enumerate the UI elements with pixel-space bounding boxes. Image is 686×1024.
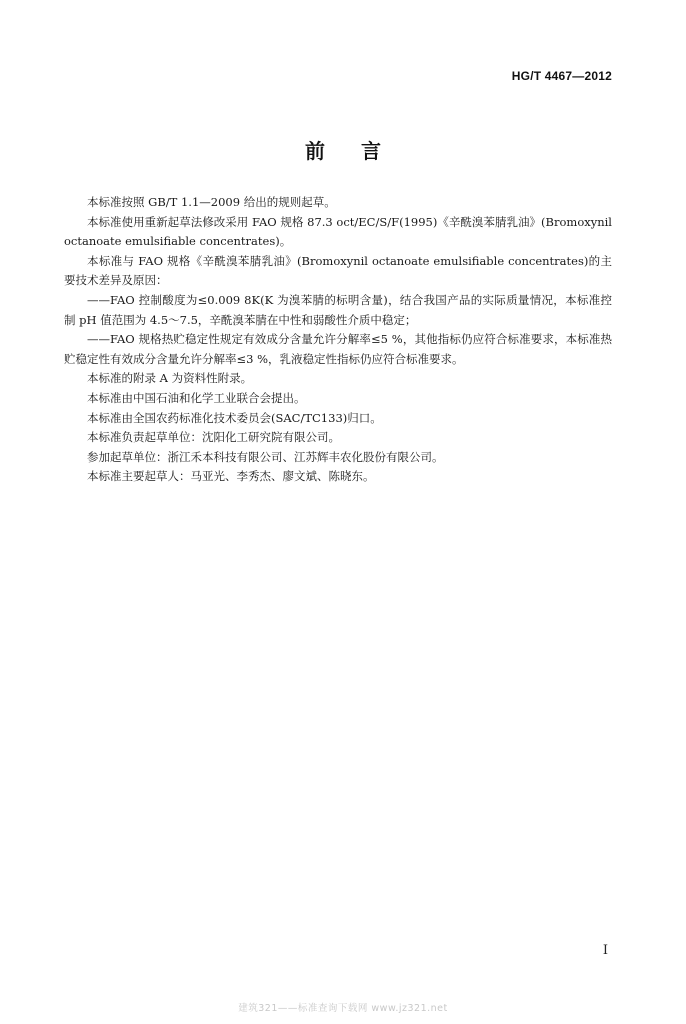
document-body [64, 193, 612, 487]
paragraph-difference-acidity: ——FAO 控制酸度为≤0.009 8K(K 为溴苯腈的标明含量)，结合我国产品的实际质量情况，本标准控制 pH 值范围为 4.5～7.5，辛酰溴苯腈在中性和弱酸性介质中稳定； [64, 292, 612, 327]
page-number: I [602, 943, 608, 958]
paragraph-committee: 本标准由全国农药标准化技术委员会(SAC/TC133)归口。 [87, 410, 382, 425]
page-title: 前言 [305, 139, 417, 163]
paragraph-authors: 本标准主要起草人：马亚光、李秀杰、廖文斌、陈晓东。 [87, 469, 375, 484]
paragraph-drafting-rule: 本标准按照 GB/T 1.1—2009 给出的规则起草。 [87, 195, 336, 209]
paragraph-differences-intro: 本标准与 FAO 规格《辛酰溴苯腈乳油》(Bromoxynil octanoate emulsifiable concentrates)的主要技术差异及原因： [64, 253, 612, 288]
paragraph-proposer: 本标准由中国石油和化学工业联合会提出。 [87, 390, 306, 405]
paragraph-appendix: 本标准的附录 A 为资料性附录。 [87, 371, 253, 386]
paragraph-participants: 参加起草单位：浙江禾本科技有限公司、江苏辉丰农化股份有限公司。 [87, 449, 444, 464]
paragraph-difference-storage: ——FAO 规格热贮稳定性规定有效成分含量允许分解率≤5 %，其他指标仍应符合标准要求，本标准热贮稳定性有效成分含量允许分解率≤3 %，乳液稳定性指标仍应符合标准要求。 [64, 332, 612, 366]
paragraph-lead-drafter: 本标准负责起草单位：沈阳化工研究院有限公司。 [87, 430, 340, 445]
standard-code: HG/T 4467—2012 [511, 69, 612, 83]
paragraph-adoption: 本标准使用重新起草法修改采用 FAO 规格 87.3 oct/EC/S/F(1995)《辛酰溴苯腈乳油》(Bromoxynil octanoate emulsifiable concentrates)。 [64, 214, 612, 249]
watermark: 建筑321——标准查询下载网 www.jz321.net [238, 1003, 448, 1014]
